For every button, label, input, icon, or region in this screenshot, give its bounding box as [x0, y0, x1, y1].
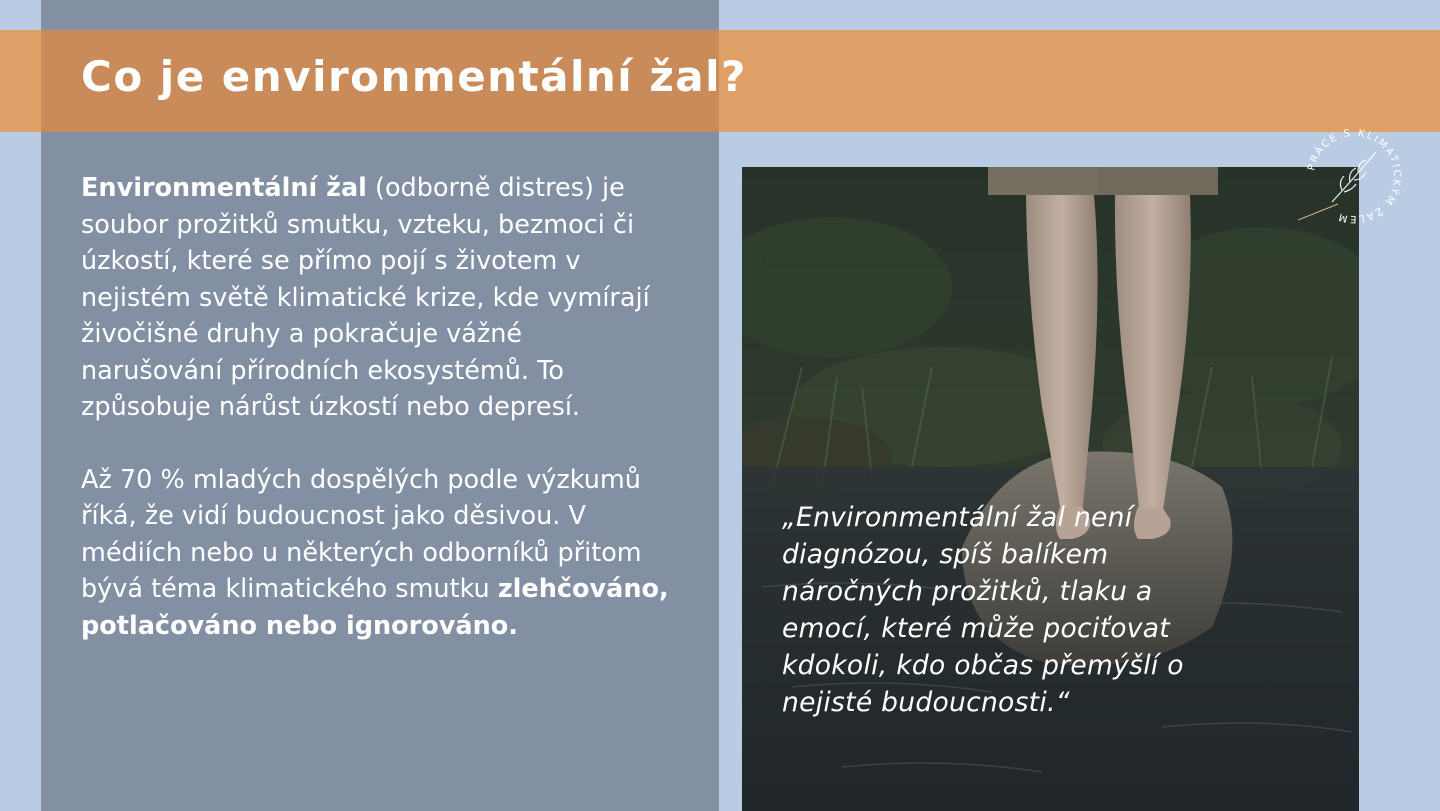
leaf-icon: [1332, 152, 1376, 202]
paragraph-1: [81, 170, 671, 426]
paragraph-1-text: (odborně distres) je soubor prožitků smutku, vzteku, bezmoci či úzkostí, které se přímo pojí s životem v nejistém světě klimatické krize, kde vymírají živočišné druhy a pokračuje vážné narušování přírodních ekosystémů. To způsobuje nárůst úzkostí nebo depresí.: [81, 173, 650, 422]
paragraph-2-bold: zlehčováno, potlačováno nebo ignorováno.: [81, 574, 669, 641]
body-text: [81, 170, 671, 644]
stamp-badge: [1298, 120, 1410, 232]
paragraph-2-text: Až 70 % mladých dospělých podle výzkumů říká, že vidí budoucnost jako děsivou. V médiích nebo u některých odborníků přitom bývá téma klimatického smutku: [81, 464, 642, 604]
stamp-text: PRÁCE S KLIMATICKÝM ŽALEM: [1306, 127, 1403, 225]
klimaticky-zal-stamp: [1298, 120, 1410, 232]
paragraph-1-bold: Environmentální žal: [81, 173, 367, 203]
slide-title: Co je environmentální žal?: [81, 52, 747, 101]
barefoot-stream-photo: [742, 167, 1359, 811]
quote: „Environmentální žal není diagnózou, spíš balíkem náročných prožitků, tlaku a emocí, které může pociťovat kdokoli, kdo občas přemýšlí o nejisté budoucnosti.“: [782, 502, 1184, 718]
paragraph-2: [81, 462, 671, 645]
